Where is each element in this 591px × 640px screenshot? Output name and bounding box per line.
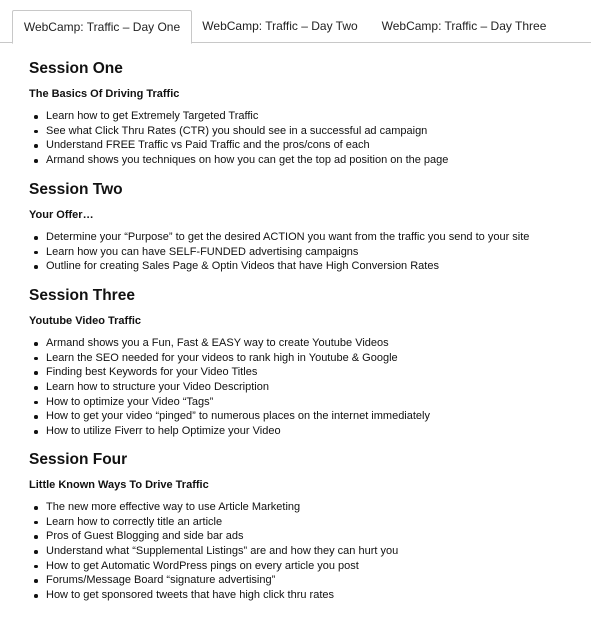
session-subtitle: Little Known Ways To Drive Traffic bbox=[29, 479, 209, 491]
list-item: Forums/Message Board “signature advertising” bbox=[29, 573, 398, 588]
list-item: How to get sponsored tweets that have high click thru rates bbox=[29, 588, 398, 603]
list-item: How to utilize Fiverr to help Optimize your Video bbox=[29, 424, 430, 439]
session-two bbox=[29, 179, 529, 274]
session-title: Session Two bbox=[29, 181, 123, 198]
bullet-icon bbox=[34, 521, 38, 525]
bullet-icon bbox=[34, 115, 38, 119]
session-subtitle: The Basics Of Driving Traffic bbox=[29, 88, 180, 100]
bullet-icon bbox=[34, 130, 38, 134]
tab-day-two[interactable]: WebCamp: Traffic – Day Two bbox=[202, 19, 358, 33]
bullet-icon bbox=[34, 594, 38, 598]
session-title: Session One bbox=[29, 60, 123, 77]
bullet-icon bbox=[34, 506, 38, 510]
tab-day-three[interactable]: WebCamp: Traffic – Day Three bbox=[381, 19, 547, 33]
list-item: Understand FREE Traffic vs Paid Traffic and the pros/cons of each bbox=[29, 138, 448, 153]
session-subtitle: Youtube Video Traffic bbox=[29, 315, 142, 327]
bullet-icon bbox=[34, 236, 38, 240]
list-item: How to optimize your Video “Tags” bbox=[29, 395, 430, 410]
list-item: How to get Automatic WordPress pings on every article you post bbox=[29, 559, 398, 574]
list-item: Learn how to get Extremely Targeted Traffic bbox=[29, 109, 448, 124]
bullet-icon bbox=[34, 579, 38, 583]
bullet-icon bbox=[34, 371, 38, 375]
list-item: Understand what “Supplemental Listings” are and how they can hurt you bbox=[29, 544, 398, 559]
session-four bbox=[29, 449, 398, 603]
list-item: The new more effective way to use Article Marketing bbox=[29, 500, 398, 515]
bullet-icon bbox=[34, 265, 38, 269]
list-item: Armand shows you a Fun, Fast & EASY way to create Youtube Videos bbox=[29, 336, 430, 351]
session-one bbox=[29, 58, 448, 168]
session-topic-list bbox=[29, 500, 398, 603]
session-topic-list bbox=[29, 230, 529, 274]
list-item: Pros of Guest Blogging and side bar ads bbox=[29, 529, 398, 544]
session-topic-list bbox=[29, 336, 430, 439]
list-item: Determine your “Purpose” to get the desired ACTION you want from the traffic you send to your site bbox=[29, 230, 529, 245]
list-item: Learn how you can have SELF-FUNDED advertising campaigns bbox=[29, 245, 529, 260]
session-topic-list bbox=[29, 109, 448, 168]
bullet-icon bbox=[34, 159, 38, 163]
bullet-icon bbox=[34, 342, 38, 346]
session-title: Session Four bbox=[29, 451, 128, 468]
bullet-icon bbox=[34, 144, 38, 148]
bullet-icon bbox=[34, 535, 38, 539]
bullet-icon bbox=[34, 565, 38, 569]
list-item: Finding best Keywords for your Video Titles bbox=[29, 365, 430, 380]
session-title: Session Three bbox=[29, 287, 135, 304]
bullet-icon bbox=[34, 401, 38, 405]
bullet-icon bbox=[34, 430, 38, 434]
bullet-icon bbox=[34, 357, 38, 361]
list-item: Outline for creating Sales Page & Optin Videos that have High Conversion Rates bbox=[29, 259, 529, 274]
list-item: See what Click Thru Rates (CTR) you should see in a successful ad campaign bbox=[29, 124, 448, 139]
bullet-icon bbox=[34, 550, 38, 554]
list-item: Learn how to structure your Video Description bbox=[29, 380, 430, 395]
list-item: How to get your video “pinged” to numerous places on the internet immediately bbox=[29, 409, 430, 424]
tab-day-one[interactable]: WebCamp: Traffic – Day One bbox=[12, 10, 192, 44]
list-item: Armand shows you techniques on how you can get the top ad position on the page bbox=[29, 153, 448, 168]
session-subtitle: Your Offer… bbox=[29, 209, 94, 221]
list-item: Learn the SEO needed for your videos to rank high in Youtube & Google bbox=[29, 351, 430, 366]
bullet-icon bbox=[34, 251, 38, 255]
bullet-icon bbox=[34, 415, 38, 419]
list-item: Learn how to correctly title an article bbox=[29, 515, 398, 530]
bullet-icon bbox=[34, 386, 38, 390]
session-three bbox=[29, 285, 430, 439]
tab-bar bbox=[0, 0, 591, 43]
